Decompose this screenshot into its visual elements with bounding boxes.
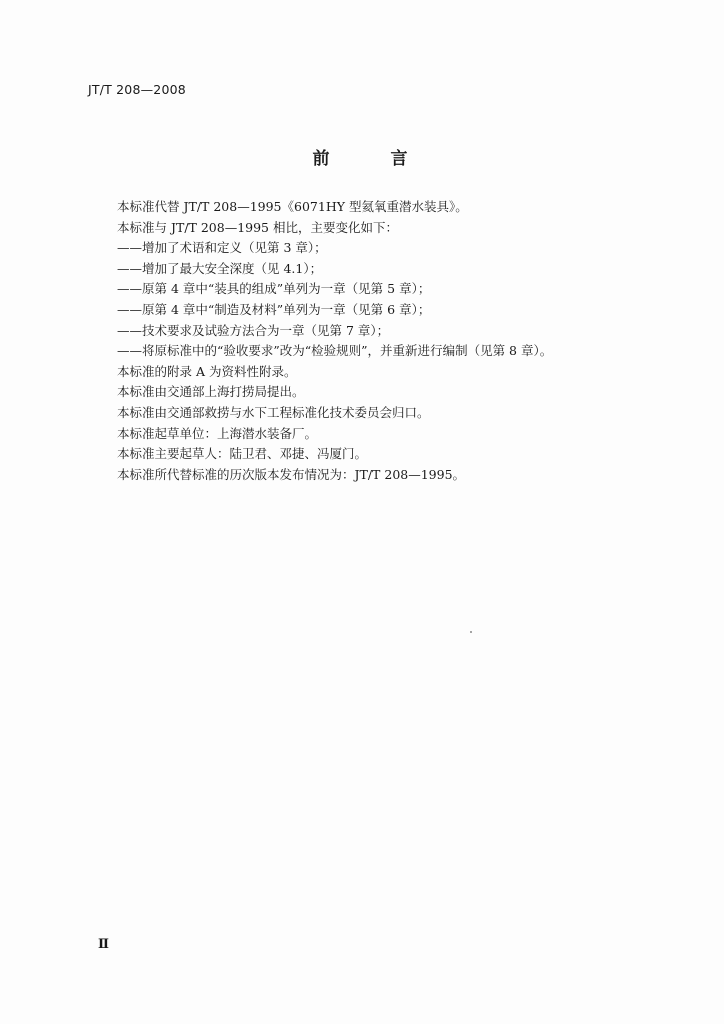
change-list-item: ——将原标准中的“验收要求”改为“检验规则”，并重新进行编制（见第 8 章）。 <box>117 343 553 359</box>
standard-code: JT/T 208—2008 <box>88 82 186 97</box>
paragraph: 本标准由交通部救捞与水下工程标准化技术委员会归口。 <box>117 404 430 420</box>
foreword-body <box>117 197 657 485</box>
change-list-item: ——技术要求及试验方法合为一章（见第 7 章）； <box>117 322 390 338</box>
change-list-item: ——增加了术语和定义（见第 3 章）； <box>117 240 327 256</box>
scan-speck <box>470 631 472 633</box>
change-list-item: ——原第 4 章中“制造及材料”单列为一章（见第 6 章）； <box>117 301 431 317</box>
change-list-item: ——原第 4 章中“装具的组成”单列为一章（见第 5 章）； <box>117 281 431 297</box>
paragraph: 本标准与 JT/T 208—1995 相比，主要变化如下： <box>117 219 398 235</box>
paragraph: 本标准的附录 A 为资料性附录。 <box>117 363 297 379</box>
paragraph: 本标准起草单位：上海潜水装备厂。 <box>117 425 318 441</box>
paragraph: 本标准代替 JT/T 208—1995《6071HY 型氦氧重潜水装具》。 <box>117 199 468 214</box>
paragraph: 本标准由交通部上海打捞局提出。 <box>117 384 305 400</box>
change-list-item: ——增加了最大安全深度（见 4.1）； <box>117 260 323 276</box>
page-number: Ⅱ <box>98 937 109 952</box>
page-title: 前 言 <box>312 149 430 169</box>
paragraph: 本标准主要起草人：陆卫君、邓捷、冯厦门。 <box>117 446 368 462</box>
paragraph: 本标准所代替标准的历次版本发布情况为：JT/T 208—1995。 <box>117 466 466 482</box>
